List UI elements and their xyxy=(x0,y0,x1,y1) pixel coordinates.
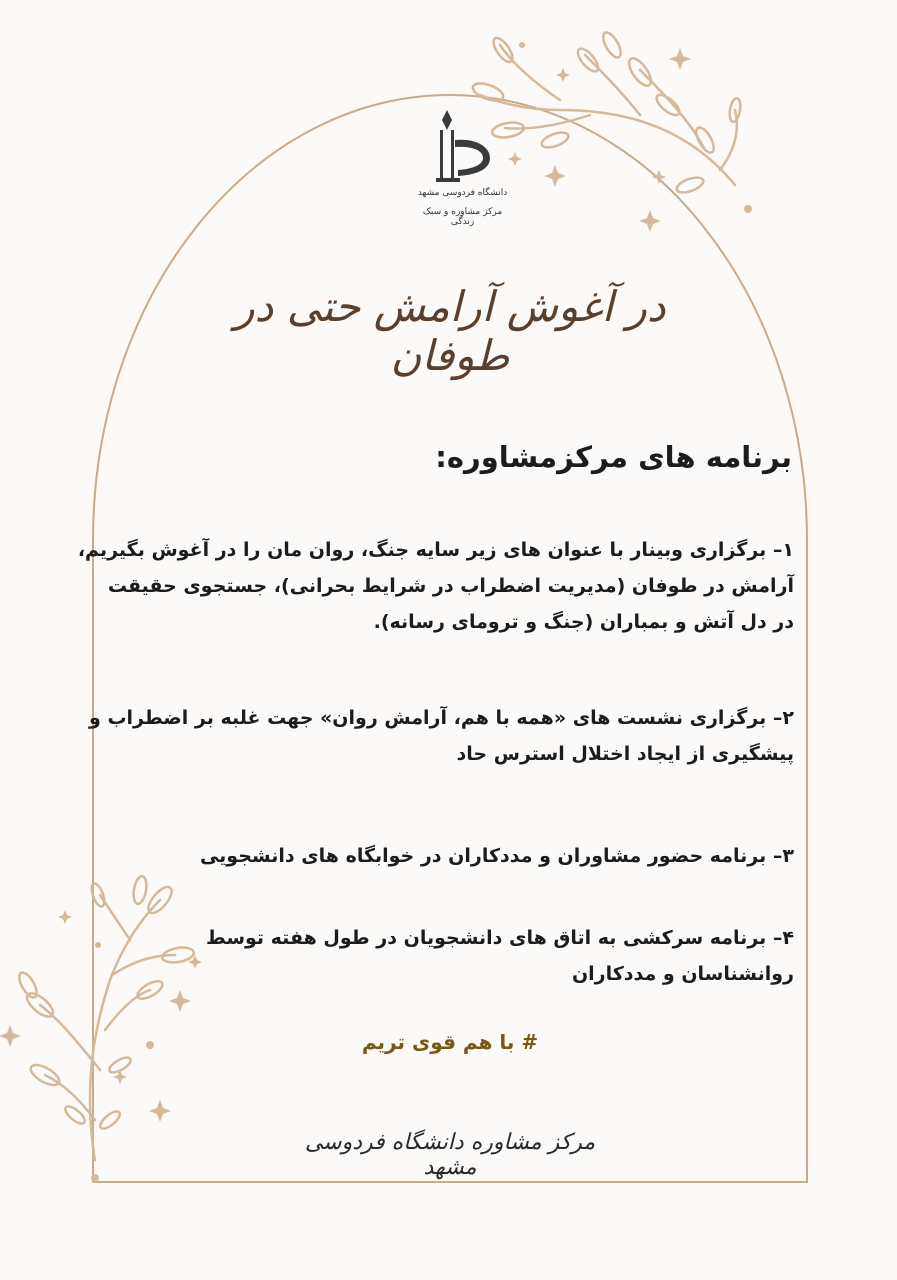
floral-branch-bottom-icon xyxy=(16,875,195,1160)
program-item-2 xyxy=(89,700,794,772)
program-item-3 xyxy=(94,838,794,874)
program-item-2-line-2: پیشگیری از ایجاد اختلال استرس حاد xyxy=(456,743,794,765)
program-item-1-line-2: آرامش در طوفان (مدیریت اضطراب در شرایط بحرانی)، جستجوی حقیقت xyxy=(107,575,794,597)
program-item-4-line-2: روانشناسان و مددکاران xyxy=(571,963,794,985)
program-item-3-line-1: ۳– برنامه حضور مشاوران و مددکاران در خوابگاه های دانشجویی xyxy=(199,845,794,867)
university-logo xyxy=(410,112,515,237)
program-item-1-line-1: ۱– برگزاری وبینار با عنوان های زیر سایه جنگ، روان مان را در آغوش بگیریم، xyxy=(77,539,794,561)
program-item-1-line-3: در دل آتش و بمباران (جنگ و ترومای رسانه). xyxy=(373,611,794,633)
logo-university-name: دانشگاه فردوسی مشهد xyxy=(417,188,508,198)
programs-heading: برنامه های مرکزمشاوره: xyxy=(435,440,792,474)
hashtag-slogan: # با هم قوی تریم xyxy=(361,1030,539,1054)
signature: مرکز مشاوره دانشگاه فردوسی مشهد xyxy=(304,1130,596,1180)
logo-center-name: مرکز مشاوره و سبک زندگی xyxy=(422,207,503,227)
program-item-4 xyxy=(94,920,794,992)
program-item-1 xyxy=(77,532,794,640)
program-item-4-line-1: ۴– برنامه سرکشی به اتاق های دانشجویان در طول هفته توسط xyxy=(205,927,794,949)
poster-title: در آغوش آرامش حتی در طوفان xyxy=(234,282,666,380)
program-item-2-line-1: ۲– برگزاری نشست های «همه با هم، آرامش روان» جهت غلبه بر اضطراب و xyxy=(89,707,794,729)
